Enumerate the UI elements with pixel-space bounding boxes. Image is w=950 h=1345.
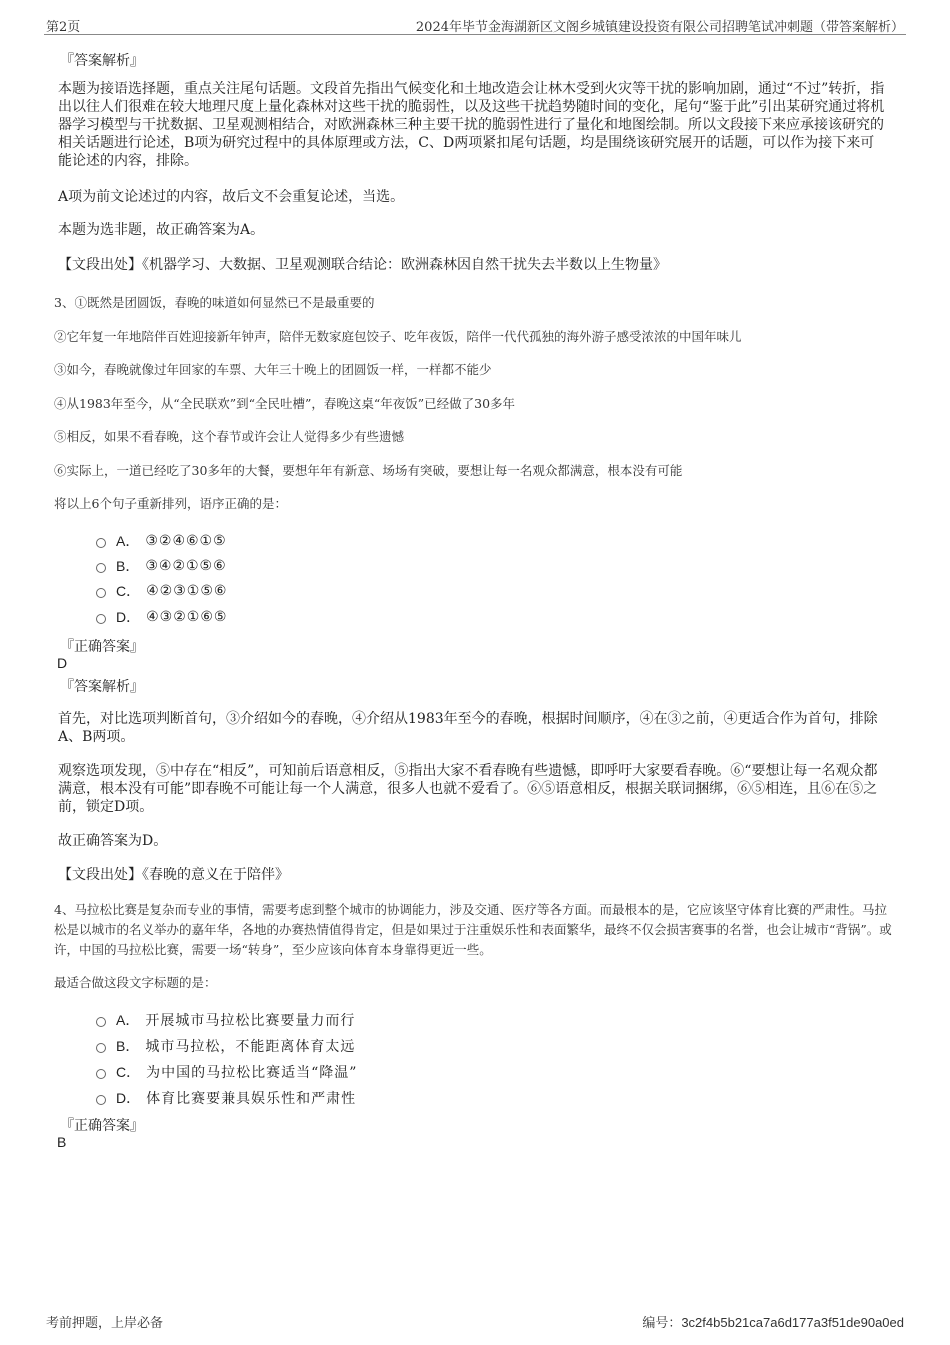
radio-icon[interactable] bbox=[96, 614, 106, 624]
option-c[interactable]: C． ④②③①⑤⑥ bbox=[96, 581, 227, 601]
question-stem: 4、马拉松比赛是复杂而专业的事情，需要考虑到整个城市的协调能力，涉及交通、医疗等各方面。而最根本的是，它应该坚守体育比赛的严肃性。马拉松是以城市的名义举办的嘉年华，各地的办赛热情值得肯定，但是如果过于注重娱乐性和表面繁华，最终不仅会损害赛事的名誉，也会让城市“背锅”。或许，中国的马拉松比赛，需要一场“转身”，至少应该向体育本身靠得更近一些。 bbox=[54, 902, 892, 957]
radio-icon[interactable] bbox=[96, 563, 106, 573]
option-b[interactable]: B． 城市马拉松，不能距离体育太远 bbox=[96, 1036, 355, 1056]
analysis-paragraph: 故正确答案为D。 bbox=[58, 833, 168, 849]
option-b[interactable]: B． ③④②①⑤⑥ bbox=[96, 556, 227, 576]
question-sentence: ③如今，春晚就像过年回家的车票、大年三十晚上的团圆饭一样，一样都不能少 bbox=[54, 362, 492, 377]
analysis-paragraph: 首先，对比选项判断首句，③介绍如今的春晚，④介绍从1983年至今的春晚，根据时间顺序，④在③之前，④更适合作为首句，排除A、B两项。 bbox=[58, 711, 878, 745]
correct-answer-label: 『正确答案』 bbox=[60, 1118, 144, 1134]
source-citation: 【文段出处】《机器学习、大数据、卫星观测联合结论：欧洲森林因自然干扰失去半数以上生物量》 bbox=[58, 257, 667, 273]
footer-slogan: 考前押题，上岸必备 bbox=[46, 1316, 164, 1331]
option-d[interactable]: D． 体育比赛要兼具娱乐性和严肃性 bbox=[96, 1088, 356, 1108]
page-number: 第2页 bbox=[46, 20, 81, 35]
analysis-paragraph: 本题为选非题，故正确答案为A。 bbox=[58, 222, 265, 238]
radio-icon[interactable] bbox=[96, 1043, 106, 1053]
analysis-label: 『答案解析』 bbox=[60, 679, 144, 695]
analysis-paragraph: 本题为接语选择题，重点关注尾句话题。文段首先指出气候变化和土地改造会让林木受到火灾等干扰的影响加剧，通过“不过”转折，指出以往人们很难在较大地理尺度上量化森林对这些干扰的脆弱性，以及这些干扰趋势随时间的变化，尾句“鉴于此”引出某研究通过将机器学习模型与干扰数据、卫星观测相结合，对欧洲森林三种主要干扰的脆弱性进行了量化和地图绘制。所以文段接下来应承接该研究的相关话题进行论述，B项为研究过程中的具体原理或方法，C、D两项紧扣尾句话题，均是围绕该研究展开的话题，可以作为接下来可能论述的内容，排除。 bbox=[58, 81, 885, 169]
page-footer bbox=[44, 1312, 906, 1332]
source-citation: 【文段出处】《春晚的意义在于陪伴》 bbox=[58, 867, 289, 883]
radio-icon[interactable] bbox=[96, 538, 106, 548]
correct-answer-label: 『正确答案』 bbox=[60, 639, 144, 655]
question-prompt: 最适合做这段文字标题的是： bbox=[54, 975, 217, 990]
analysis-paragraph: 观察选项发现，⑤中存在“相反”，可知前后语意相反，⑤指出大家不看春晚有些遗憾，即呼吁大家要看春晚。⑥“要想让每一名观众都满意，根本没有可能”即春晚不可能让每一个人满意，很多人也就不爱看了。⑥⑤语意相反，根据关联词捆绑，⑥⑤相连，且⑥在⑤之前，锁定D项。 bbox=[58, 763, 878, 815]
option-a[interactable]: A． 开展城市马拉松比赛要量力而行 bbox=[96, 1010, 355, 1030]
correct-answer: B bbox=[57, 1134, 67, 1150]
document-title: 2024年毕节金海湖新区文阁乡城镇建设投资有限公司招聘笔试冲刺题（带答案解析） bbox=[415, 20, 904, 35]
question-sentence: ②它年复一年地陪伴百姓迎接新年钟声，陪伴无数家庭包饺子、吃年夜饭，陪伴一代代孤独的海外游子感受浓浓的中国年味儿 bbox=[54, 329, 742, 344]
analysis-label: 『答案解析』 bbox=[60, 53, 144, 69]
question-prompt: 将以上6个句子重新排列，语序正确的是： bbox=[54, 496, 287, 511]
radio-icon[interactable] bbox=[96, 1017, 106, 1027]
radio-icon[interactable] bbox=[96, 1095, 106, 1105]
radio-icon[interactable] bbox=[96, 1069, 106, 1079]
radio-icon[interactable] bbox=[96, 588, 106, 598]
correct-answer: D bbox=[57, 655, 68, 671]
page-header bbox=[44, 14, 906, 35]
question-sentence: ④从1983年至今，从“全民联欢”到“全民吐槽”，春晚这桌“年夜饭”已经做了30多年 bbox=[54, 396, 516, 411]
question-sentence: ⑥实际上，一道已经吃了30多年的大餐，要想年年有新意、场场有突破，要想让每一名观众都满意，根本没有可能 bbox=[54, 463, 683, 478]
question-sentence: 3、①既然是团圆饭，春晚的味道如何显然已不是最重要的 bbox=[54, 295, 375, 310]
option-a[interactable]: A． ③②④⑥①⑤ bbox=[96, 531, 227, 551]
question-sentence: ⑤相反，如果不看春晚，这个春节或许会让人觉得多少有些遗憾 bbox=[54, 429, 405, 444]
option-c[interactable]: C． 为中国的马拉松比赛适当“降温” bbox=[96, 1062, 357, 1082]
option-d[interactable]: D． ④③②①⑥⑤ bbox=[96, 607, 227, 627]
analysis-paragraph: A项为前文论述过的内容，故后文不会重复论述，当选。 bbox=[58, 189, 405, 205]
document-id: 编号：3c2f4b5b21ca7a6d177a3f51de90a0ed bbox=[642, 1315, 904, 1331]
